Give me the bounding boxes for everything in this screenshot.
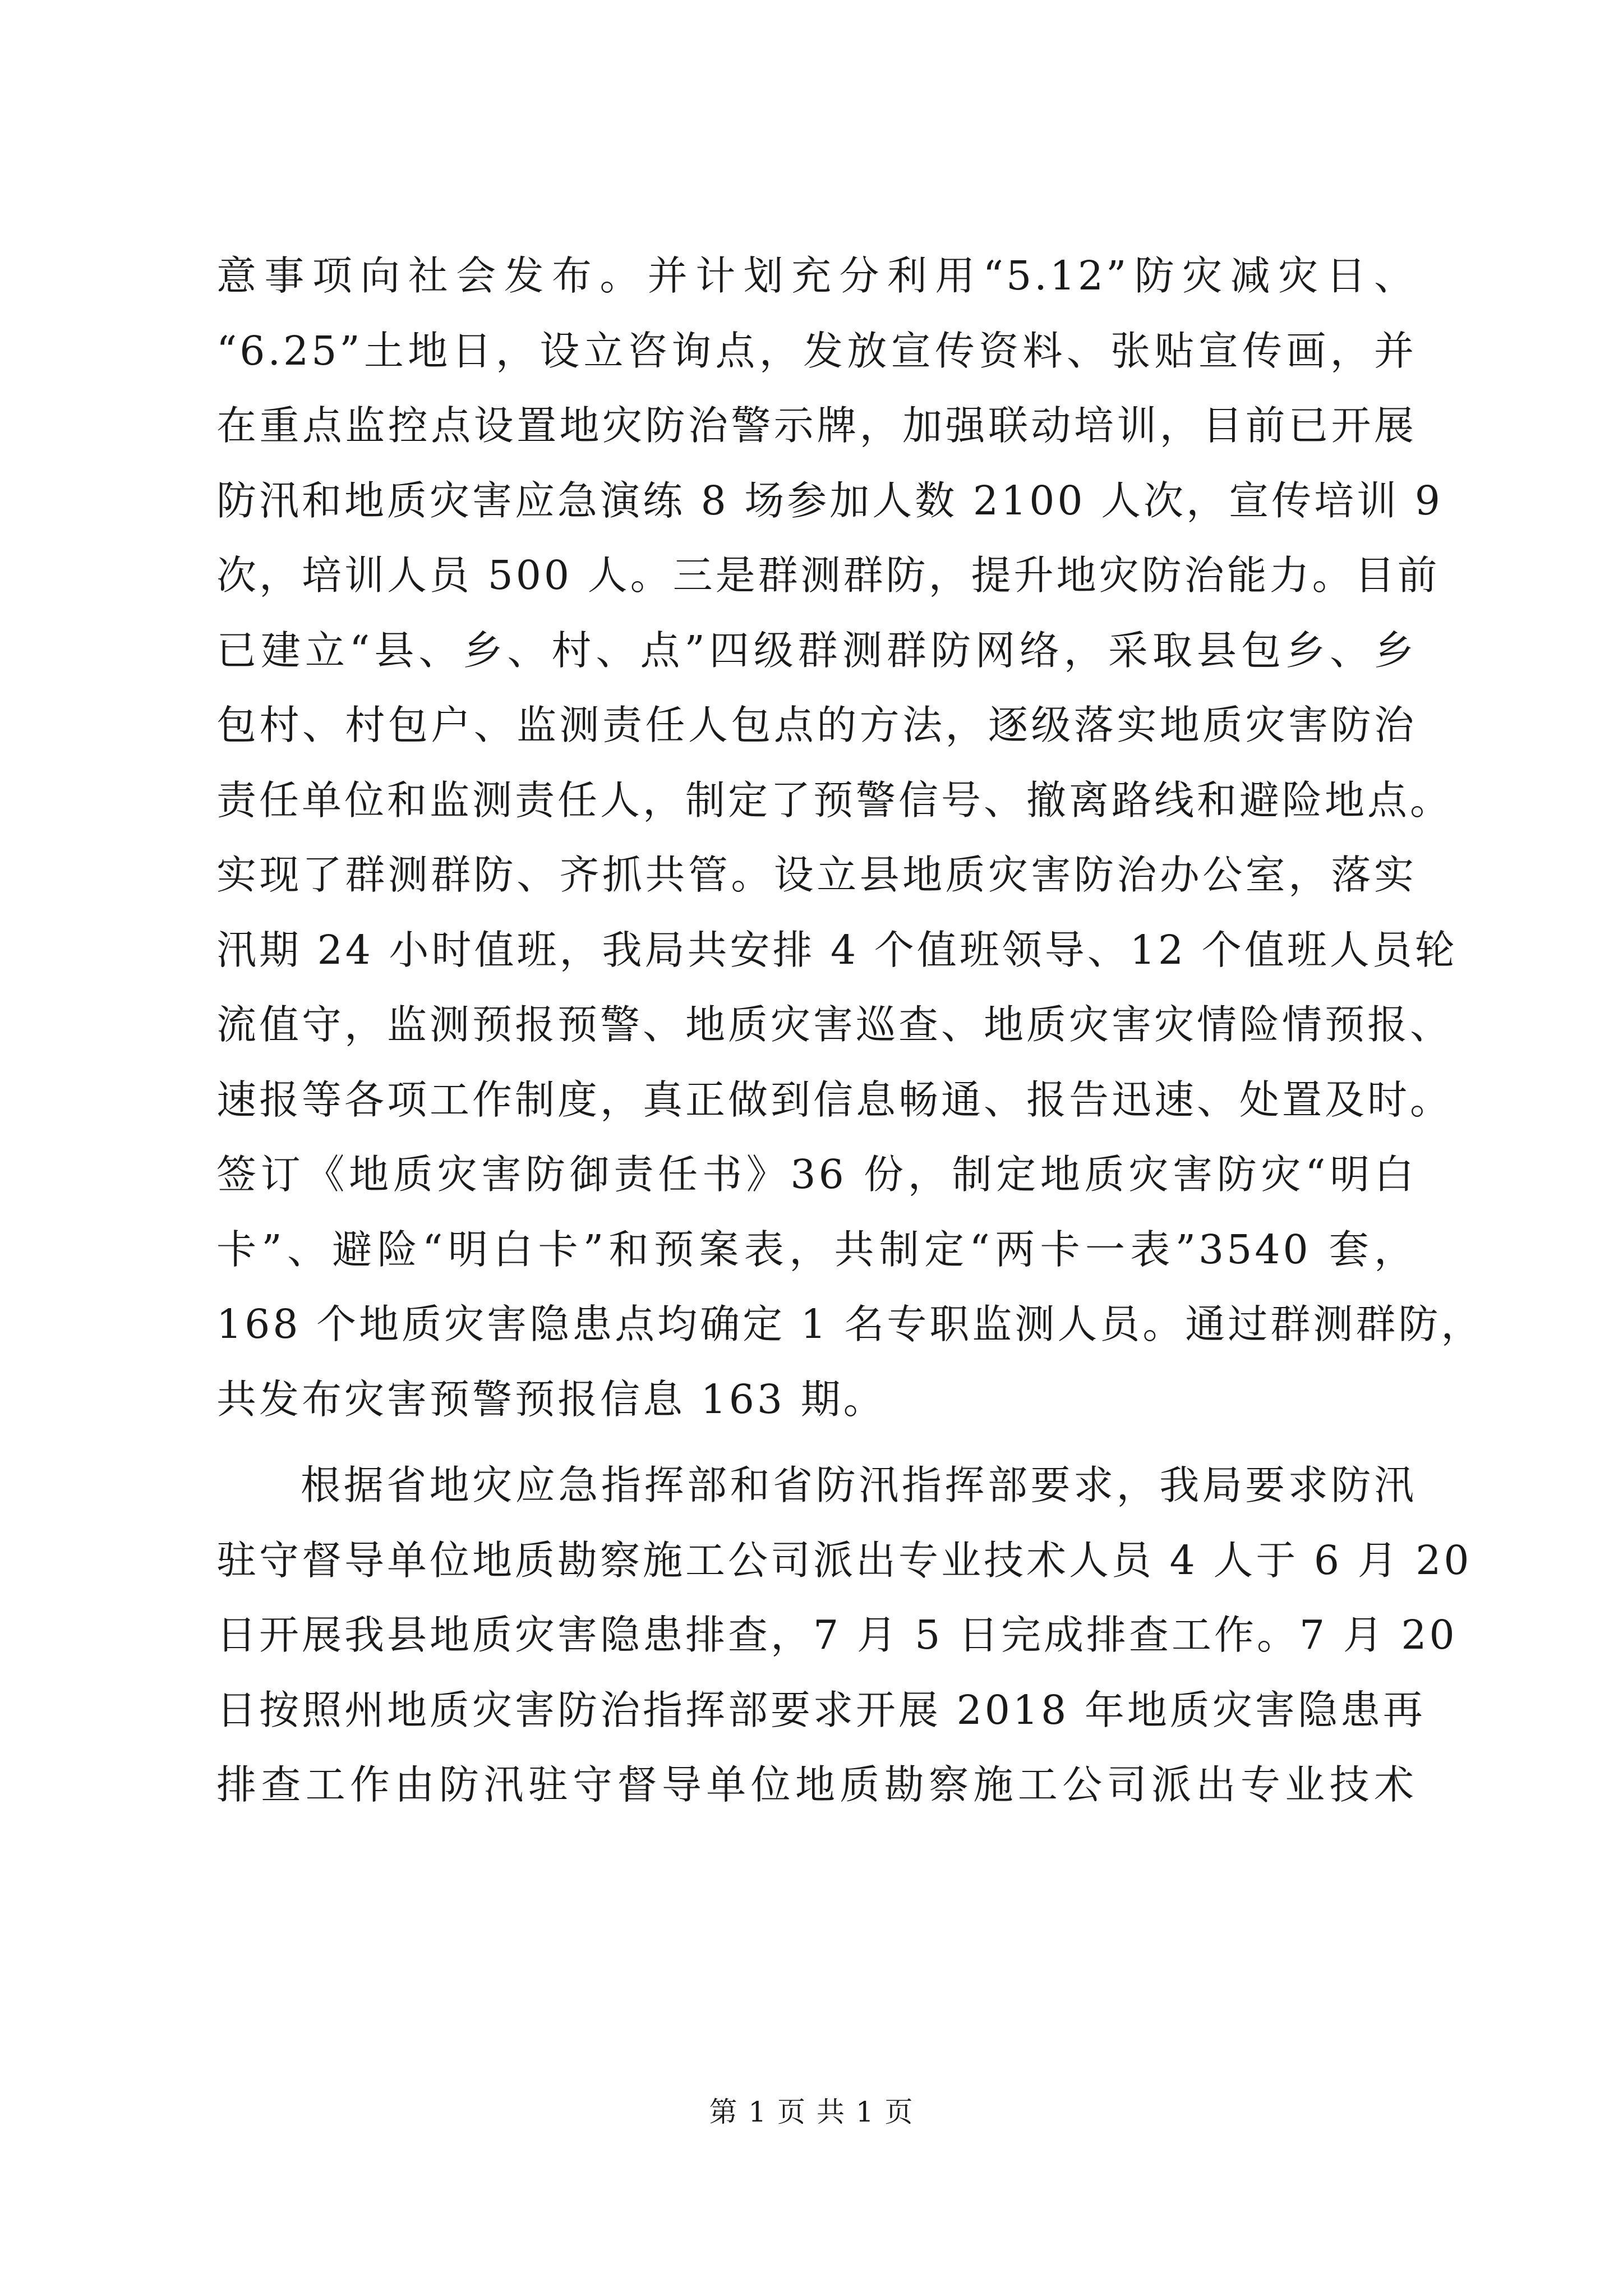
text-line: 速报等各项工作制度，真正做到信息畅通、报告迅速、处置及时。 <box>216 1076 1453 1123</box>
text-line: 责任单位和监测责任人，制定了预警信号、撤离路线和避险地点。 <box>216 776 1453 823</box>
text-line: 意事项向社会发布。并计划充分利用“5.12”防灾减灾日、 <box>216 252 1417 299</box>
text-line: 防汛和地质灾害应急演练 8 场参加人数 2100 人次，宣传培训 9 <box>216 477 1443 524</box>
text-line: 日开展我县地质灾害隐患排查，7 月 5 日完成排查工作。7 月 20 <box>216 1612 1458 1658</box>
text-line: 流值守，监测预报预警、地质灾害巡查、地质灾害灾情险情预报、 <box>216 1001 1453 1048</box>
text-line: 汛期 24 小时值班，我局共安排 4 个值班领导、12 个值班人员轮 <box>216 926 1458 973</box>
text-line: 卡”、避险“明白卡”和预案表，共制定“两卡一表”3540 套， <box>216 1226 1417 1273</box>
text-line: 排查工作由防汛驻守督导单位地质勘察施工公司派出专业技术 <box>216 1761 1417 1808</box>
text-line: 实现了群测群防、齐抓共管。设立县地质灾害防治办公室，落实 <box>216 852 1417 898</box>
text-line: 签订《地质灾害防御责任书》36 份，制定地质灾害防灾“明白 <box>216 1151 1417 1198</box>
paragraph-gap <box>216 1437 1417 1448</box>
paragraph-1 <box>216 238 1484 1437</box>
text-line: 包村、村包户、监测责任人包点的方法，逐级落实地质灾害防治 <box>216 702 1417 748</box>
text-line: 根据省地灾应急指挥部和省防汛指挥部要求，我局要求防汛 <box>301 1462 1417 1508</box>
text-line: 168 个地质灾害隐患点均确定 1 名专职监测人员。通过群测群防， <box>216 1301 1484 1347</box>
page-footer <box>0 2090 1623 2130</box>
text-line: 次，培训人员 500 人。三是群测群防，提升地灾防治能力。目前 <box>216 552 1440 599</box>
paragraph-2 <box>216 1448 1472 1823</box>
text-line: “6.25”土地日，设立咨询点，发放宣传资料、张贴宣传画，并 <box>216 327 1417 374</box>
text-line: 在重点监控点设置地灾防治警示牌，加强联动培训，目前已开展 <box>216 402 1417 449</box>
page-number-label: 第 1 页 共 1 页 <box>709 2096 914 2128</box>
text-line: 共发布灾害预警预报信息 163 期。 <box>216 1375 886 1423</box>
document-body <box>216 238 1484 1823</box>
text-line: 日按照州地质灾害防治指挥部要求开展 2018 年地质灾害隐患再 <box>216 1686 1426 1733</box>
text-line: 已建立“县、乡、村、点”四级群测群防网络，采取县包乡、乡 <box>216 627 1417 674</box>
text-line: 驻守督导单位地质勘察施工公司派出专业技术人员 4 人于 6 月 20 <box>216 1536 1472 1584</box>
